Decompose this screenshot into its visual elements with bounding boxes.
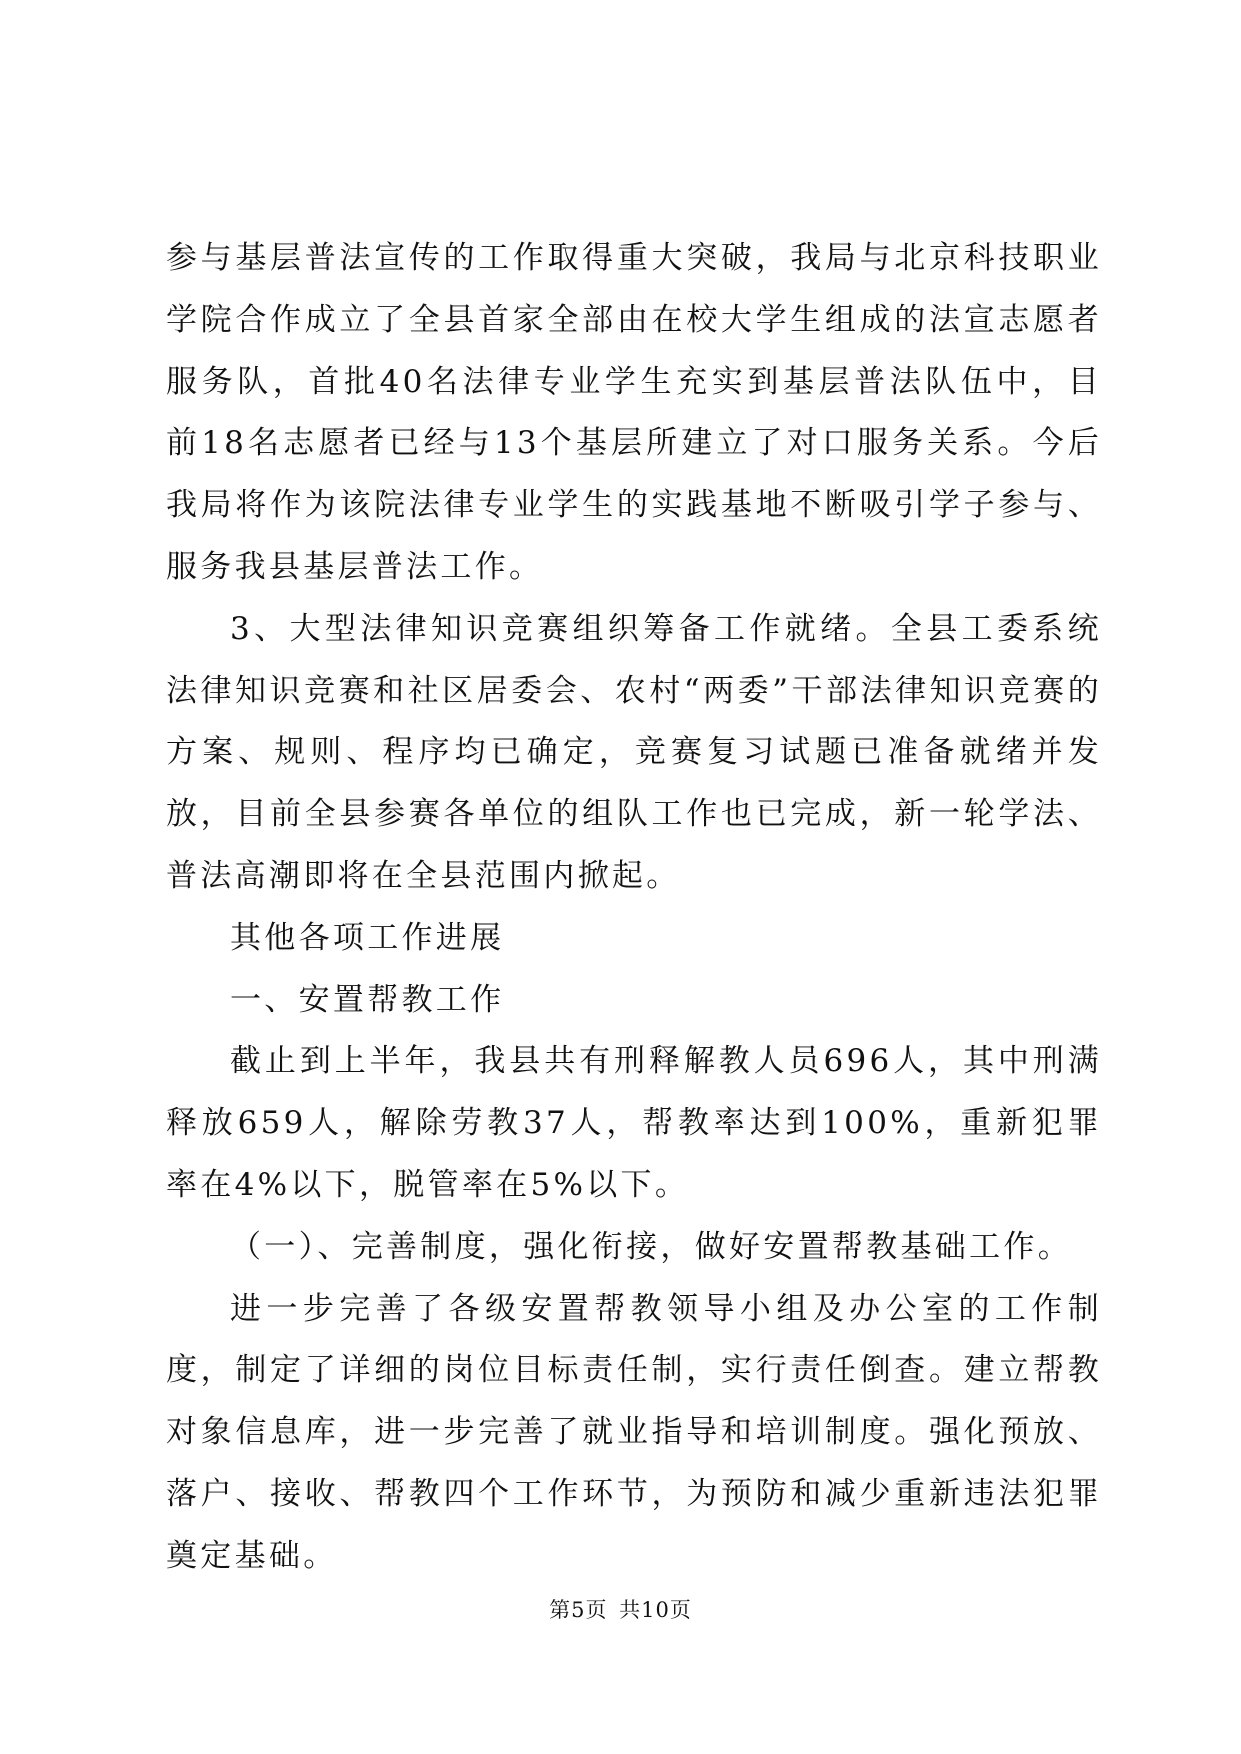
paragraph-resettlement-stats: 截止到上半年，我县共有刑释解教人员696人，其中刑满释放659人，解除劳教37人，帮教率达到100%，重新犯罪率在4%以下，脱管率在5%以下。 — [166, 1043, 1102, 1203]
paragraph-law-competition: 3、大型法律知识竞赛组织筹备工作就绪。全县工委系统法律知识竞赛和社区居委会、农村“两委”干部法律知识竞赛的方案、规则、程序均已确定，竞赛复习试题已准备就绪并发放，目前全县参赛各单位的组队工作也已完成，新一轮学法、普法高潮即将在全县范围内掀起。 — [166, 610, 1102, 894]
paragraph-volunteer-team: 参与基层普法宣传的工作取得重大突破，我局与北京科技职业学院合作成立了全县首家全部由在校大学生组成的法宣志愿者服务队，首批40名法律专业学生充实到基层普法队伍中，目前18名志愿者已经与13个基层所建立了对口服务关系。今后我局将作为该院法律专业学生的实践基地不断吸引学子参与、服务我县基层普法工作。 — [166, 240, 1102, 585]
page-number: 第5页 — [549, 1598, 608, 1622]
subheading-improve-system: （一）、完善制度，强化衔接，做好安置帮教基础工作。 — [230, 1228, 1072, 1265]
section-heading-other-work: 其他各项工作进展 — [230, 919, 505, 956]
paragraph-improve-system: 进一步完善了各级安置帮教领导小组及办公室的工作制度，制定了详细的岗位目标责任制，实行责任倒查。建立帮教对象信息库，进一步完善了就业指导和培训制度。强化预放、落户、接收、帮教四个工作环节，为预防和减少重新违法犯罪奠定基础。 — [166, 1290, 1102, 1574]
document-body — [166, 228, 1102, 1588]
section-heading-resettlement: 一、安置帮教工作 — [230, 981, 505, 1018]
page-total: 共10页 — [619, 1598, 692, 1622]
page-footer — [0, 1594, 1241, 1624]
